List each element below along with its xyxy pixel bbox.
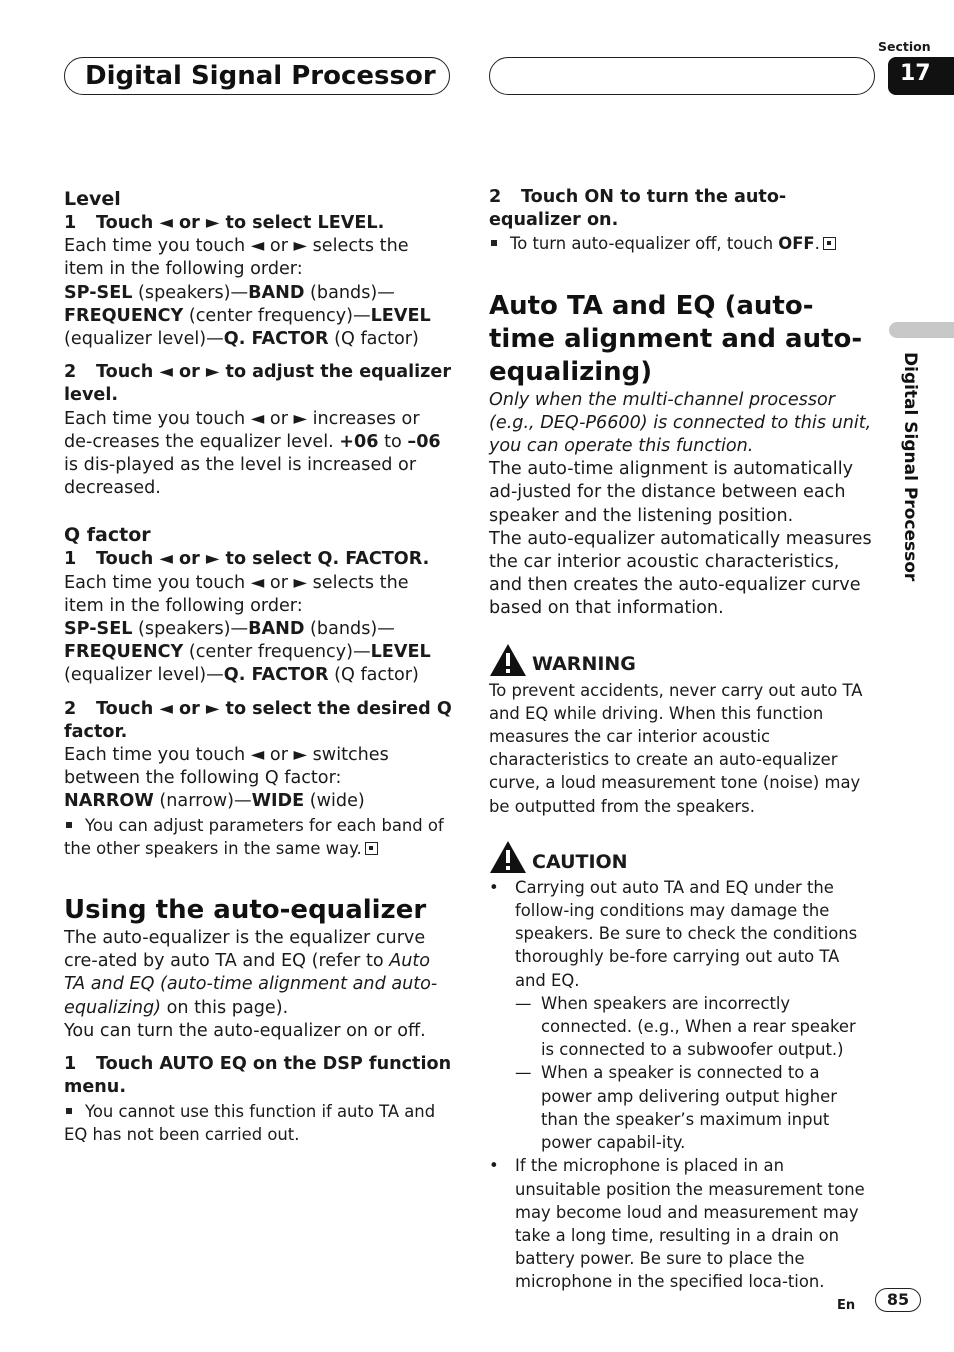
autoeq-note: You cannot use this function if auto TA and EQ has not been carried out.: [64, 1101, 436, 1144]
caution-dash-1: — When speakers are incorrectly connected. (e.g., When a rear speaker is connected to a subwoofer output.): [515, 993, 856, 1060]
section-label: Section: [878, 39, 931, 54]
page-title: Digital Signal Processor: [85, 61, 436, 91]
caution-dash-2: — When a speaker is connected to a power amp delivering output higher than the speaker’s maximum input power capabil-ity.: [515, 1063, 837, 1153]
page-number: 85: [875, 1288, 921, 1312]
warning-title: WARNING: [489, 643, 874, 677]
end-mark-icon: [365, 842, 378, 855]
end-mark-icon: [823, 237, 836, 250]
qfactor-order-list: SP-SEL (speakers)—BAND (bands)—FREQUENCY (center frequency)—LEVEL (equalizer level)—Q. FACTOR (Q factor): [64, 619, 431, 686]
note-square-icon: [491, 240, 497, 246]
qfactor-step-2-body: Each time you touch ◄ or ► switches between the following Q factor:: [64, 745, 389, 789]
level-step-1-body: Each time you touch ◄ or ► selects the item in the following order:: [64, 236, 409, 280]
qfactor-step-1-body: Each time you touch ◄ or ► selects the item in the following order:: [64, 572, 409, 616]
autoeq-step-2: 2 Touch ON to turn the auto-equalizer on.: [489, 187, 787, 231]
qfactor-options: NARROW (narrow)—WIDE (wide): [64, 791, 365, 812]
header-title-box: [64, 57, 450, 95]
qfactor-step-2: 2 Touch ◄ or ► to select the desired Q factor.: [64, 698, 452, 742]
caution-bullet-1: • Carrying out auto TA and EQ under the follow-ing conditions may damage the speakers. Be sure to check the conditions thoroughly be-fore carrying out auto TA and EQ.: [489, 877, 858, 990]
autota-body-1: The auto-time alignment is automatically ad-justed for the distance between each speaker and the listening position.: [489, 459, 853, 526]
autoeq-heading: Using the auto-equalizer: [64, 895, 427, 926]
warning-body: To prevent accidents, never carry out auto TA and EQ while driving. When this function measures the car interior acoustic characteristics to create an auto-equalizer curve, a loud measurement tone (noise) may be outputted from the speakers.: [489, 680, 863, 816]
level-step-2: 2 Touch ◄ or ► to adjust the equalizer level.: [64, 362, 452, 406]
level-order-list: SP-SEL (speakers)—BAND (bands)—FREQUENCY (center frequency)—LEVEL (equalizer level)—Q. FACTOR (Q factor): [64, 282, 431, 350]
qfactor-note: You can adjust parameters for each band of the other speakers in the same way.: [64, 815, 444, 858]
qfactor-heading: Q factor: [64, 524, 151, 547]
section-number-badge: 17: [888, 57, 954, 95]
autoeq-body-1: The auto-equalizer is the equalizer curve cre-ated by auto TA and EQ (refer to Auto TA and EQ (auto-time alignment and auto-equalizing) on this page).: [64, 928, 438, 1018]
side-tab-label: Digital Signal Processor: [900, 352, 920, 582]
level-step-2-body: Each time you touch ◄ or ► increases or de-creases the equalizer level. +06 to –06 is dis-played as the level is increased or decreased.: [64, 408, 441, 499]
level-step-1: 1 Touch ◄ or ► to select LEVEL.: [64, 213, 385, 233]
autota-intro: Only when the multi-channel processor (e.g., DEQ-P6600) is connected to this unit, you can operate this function.: [489, 389, 872, 457]
side-tab-marker: [889, 322, 954, 338]
warning-triangle-icon: [489, 643, 527, 677]
autoeq-body-2: You can turn the auto-equalizer on or off.: [64, 1020, 426, 1041]
right-column: [489, 186, 874, 1294]
note-square-icon: [66, 1108, 72, 1114]
note-square-icon: [66, 822, 72, 828]
autota-body-2: The auto-equalizer automatically measures the car interior acoustic characteristics, and then creates the auto-equalizer curve based on that information.: [489, 528, 872, 619]
caution-triangle-icon: [489, 840, 527, 874]
level-heading: Level: [64, 188, 121, 210]
header-blank-box: [489, 57, 875, 95]
autoeq-step-1: 1 Touch AUTO EQ on the DSP function menu.: [64, 1054, 452, 1098]
autota-heading: Auto TA and EQ (auto-time alignment and auto-equalizing): [489, 290, 863, 387]
autoeq-off-note: To turn auto-equalizer off, touch OFF.: [489, 232, 874, 255]
left-column: [64, 186, 452, 1146]
caution-bullet-2: • If the microphone is placed in an unsuitable position the measurement tone may become loud and measurement may take a long time, resulting in a drain on battery power. Be sure to place the microphone in the specified loca-tion.: [489, 1156, 865, 1292]
language-label: En: [837, 1298, 856, 1313]
qfactor-step-1: 1 Touch ◄ or ► to select Q. FACTOR.: [64, 549, 430, 570]
caution-title: CAUTION: [489, 840, 874, 874]
